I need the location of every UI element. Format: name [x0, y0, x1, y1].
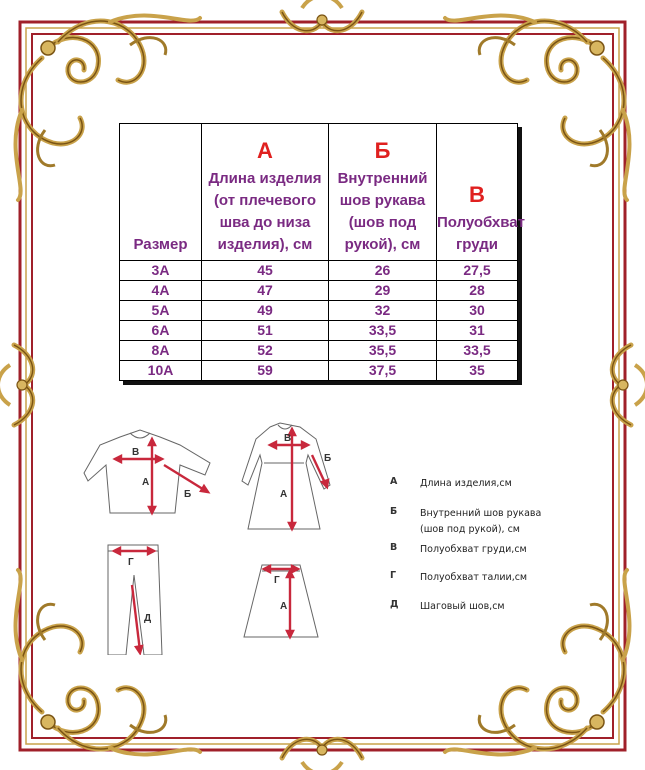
header-length — [202, 124, 329, 261]
cell-length: 47 — [202, 281, 329, 301]
cell-sleeve: 29 — [329, 281, 437, 301]
cell-size: 4А — [120, 281, 202, 301]
cell-sleeve: 26 — [329, 261, 437, 281]
legend-key: Б — [390, 506, 398, 517]
diagram-label-a: А — [280, 489, 288, 500]
size-table — [119, 123, 525, 381]
legend-text-line2: (шов под рукой), см — [420, 524, 520, 535]
cell-length: 49 — [202, 301, 329, 321]
cell-sleeve: 35,5 — [329, 341, 437, 361]
header-letter-a: А — [257, 138, 273, 163]
legend-key: Г — [390, 570, 397, 581]
legend-text: Длина изделия,см — [420, 478, 512, 489]
cell-chest: 28 — [437, 281, 518, 301]
cell-length: 52 — [202, 341, 329, 361]
legend-text: Внутренний шов рукава — [420, 508, 542, 519]
cell-chest: 30 — [437, 301, 518, 321]
cell-size: 3А — [120, 261, 202, 281]
header-sleeve-text: Внутренний шов рукава (шов под рукой), см — [337, 170, 428, 253]
diagram-label-v: В — [284, 433, 292, 444]
cell-length: 59 — [202, 361, 329, 381]
cell-chest: 33,5 — [437, 341, 518, 361]
header-letter-b: Б — [374, 138, 391, 163]
table-row — [120, 281, 518, 301]
diagram-label-b: Б — [324, 453, 332, 464]
legend-key: А — [390, 476, 398, 487]
legend-text: Шаговый шов,см — [420, 601, 505, 612]
cell-sleeve: 37,5 — [329, 361, 437, 381]
cell-length: 51 — [202, 321, 329, 341]
legend-key: Д — [390, 599, 399, 610]
legend-text: Полуобхват талии,см — [420, 572, 528, 583]
cell-size: 10А — [120, 361, 202, 381]
cell-length: 45 — [202, 261, 329, 281]
table-row — [120, 261, 518, 281]
cell-chest: 35 — [437, 361, 518, 381]
diagram-label-g: Г — [274, 575, 280, 586]
header-length-text: Длина изделия (от плечевого шва до низа изделия), см — [208, 170, 322, 253]
cell-size: 8А — [120, 341, 202, 361]
table-row — [120, 321, 518, 341]
diagram-label-a: А — [142, 477, 150, 488]
diagram-label-b: Б — [184, 489, 192, 500]
cell-sleeve: 32 — [329, 301, 437, 321]
header-chest — [437, 124, 525, 261]
cell-size: 5А — [120, 301, 202, 321]
table-row — [120, 341, 518, 361]
cell-chest: 31 — [437, 321, 518, 341]
diagram-label-v: В — [132, 447, 140, 458]
header-sleeve — [329, 124, 437, 261]
cell-size: 6А — [120, 321, 202, 341]
legend-key: В — [390, 542, 398, 553]
legend-text: Полуобхват груди,см — [420, 544, 527, 555]
cell-sleeve: 33,5 — [329, 321, 437, 341]
cell-chest: 27,5 — [437, 261, 518, 281]
table-row — [120, 301, 518, 321]
diagram-label-a: А — [280, 601, 288, 612]
blouse-drawing — [84, 430, 210, 513]
diagram-label-g: Г — [128, 557, 134, 568]
diagram-label-d: Д — [144, 613, 152, 624]
table-row — [120, 361, 518, 381]
header-letter-v: В — [469, 182, 485, 207]
measurement-diagrams — [80, 415, 360, 655]
header-size: Размер — [120, 124, 202, 261]
header-chest-text: Полуобхват груди — [437, 214, 525, 253]
